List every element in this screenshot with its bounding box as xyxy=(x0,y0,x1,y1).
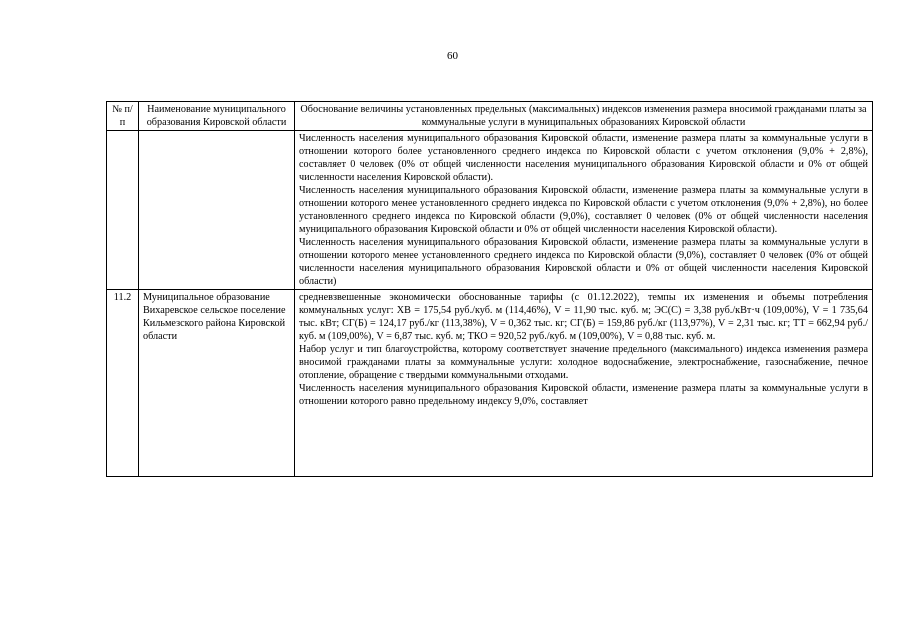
row-justification xyxy=(295,131,873,290)
page-number: 60 xyxy=(447,50,458,62)
paragraph: Численность населения муниципального образования Кировской области, изменение размера платы за коммунальные услуги в отношении которого равно предельному индексу 9,0%, составляет xyxy=(299,383,868,407)
row-name xyxy=(139,131,295,290)
header-justification: Обоснование величины установленных предельных (максимальных) индексов изменения размера вносимой гражданами платы за коммунальные услуги в муниципальных образованиях Кировской области xyxy=(295,102,873,131)
row-num xyxy=(107,131,139,290)
paragraph: Численность населения муниципального образования Кировской области, изменение размера платы за коммунальные услуги в отношении которого менее установленного среднего индекса по Кировской области с учетом отклонения (9,0% + 2,8%), но более установленного среднего индекса по Кировской области (9,0%), составляет 0 человек (0% от общей численности населения муниципального образования Кировской области и 0% от общей численности населения Кировской области). xyxy=(299,185,868,235)
paragraph: Численность населения муниципального образования Кировской области, изменение размера платы за коммунальные услуги в отношении которого менее установленного среднего индекса по Кировской области (9,0%), составляет 0 человек (0% от общей численности населения муниципального образования Кировской области и 0% от общей численности населения Кировской области) xyxy=(299,237,868,287)
paragraph: Набор услуг и тип благоустройства, которому соответствует значение предельного (максимального) индекса изменения размера вносимой гражданами платы за коммунальные услуги: холодное водоснабжение, электроснабжение, газоснабжение, печное отопление, обращение с твердыми коммунальными отходами. xyxy=(299,344,868,381)
table-row xyxy=(107,290,873,477)
row-name: Муниципальное образование Вихаревское сельское поселение Кильмезского района Кировской области xyxy=(139,290,295,477)
tariff-justification-table xyxy=(106,101,873,477)
paragraph: Численность населения муниципального образования Кировской области, изменение размера платы за коммунальные услуги в отношении которого более установленного среднего индекса по Кировской области с учетом отклонения (9,0% + 2,8%), составляет 0 человек (0% от общей численности населения муниципального образования Кировской области и 0% от общей численности населения Кировской области). xyxy=(299,133,868,183)
paragraph: средневзвешенные экономически обоснованные тарифы (с 01.12.2022), темпы их изменения и объемы потребления коммунальных услуг: ХВ = 175,54 руб./куб. м (114,46%), V = 11,90 тыс. куб. м; ЭС(С) = 3,38 руб./кВт·ч (109,00%), V = 1 735,64 тыс. кВт; СГ(Б) = 124,17 руб./кг (113,38%), V = 0,362 тыс. кг; СГ(Б) = 159,86 руб./кг (113,97%), V = 2,31 тыс. кг; ТТ = 662,94 руб./куб. м (109,00%), V = 6,87 тыс. куб. м; ТКО = 920,52 руб./куб. м (109,00%), V = 0,88 тыс. куб. м. xyxy=(299,292,868,342)
row-justification xyxy=(295,290,873,477)
table-row xyxy=(107,131,873,290)
header-num: № п/п xyxy=(107,102,139,131)
row-num: 11.2 xyxy=(107,290,139,477)
table-header-row xyxy=(107,102,873,131)
header-name: Наименование муниципального образования Кировской области xyxy=(139,102,295,131)
